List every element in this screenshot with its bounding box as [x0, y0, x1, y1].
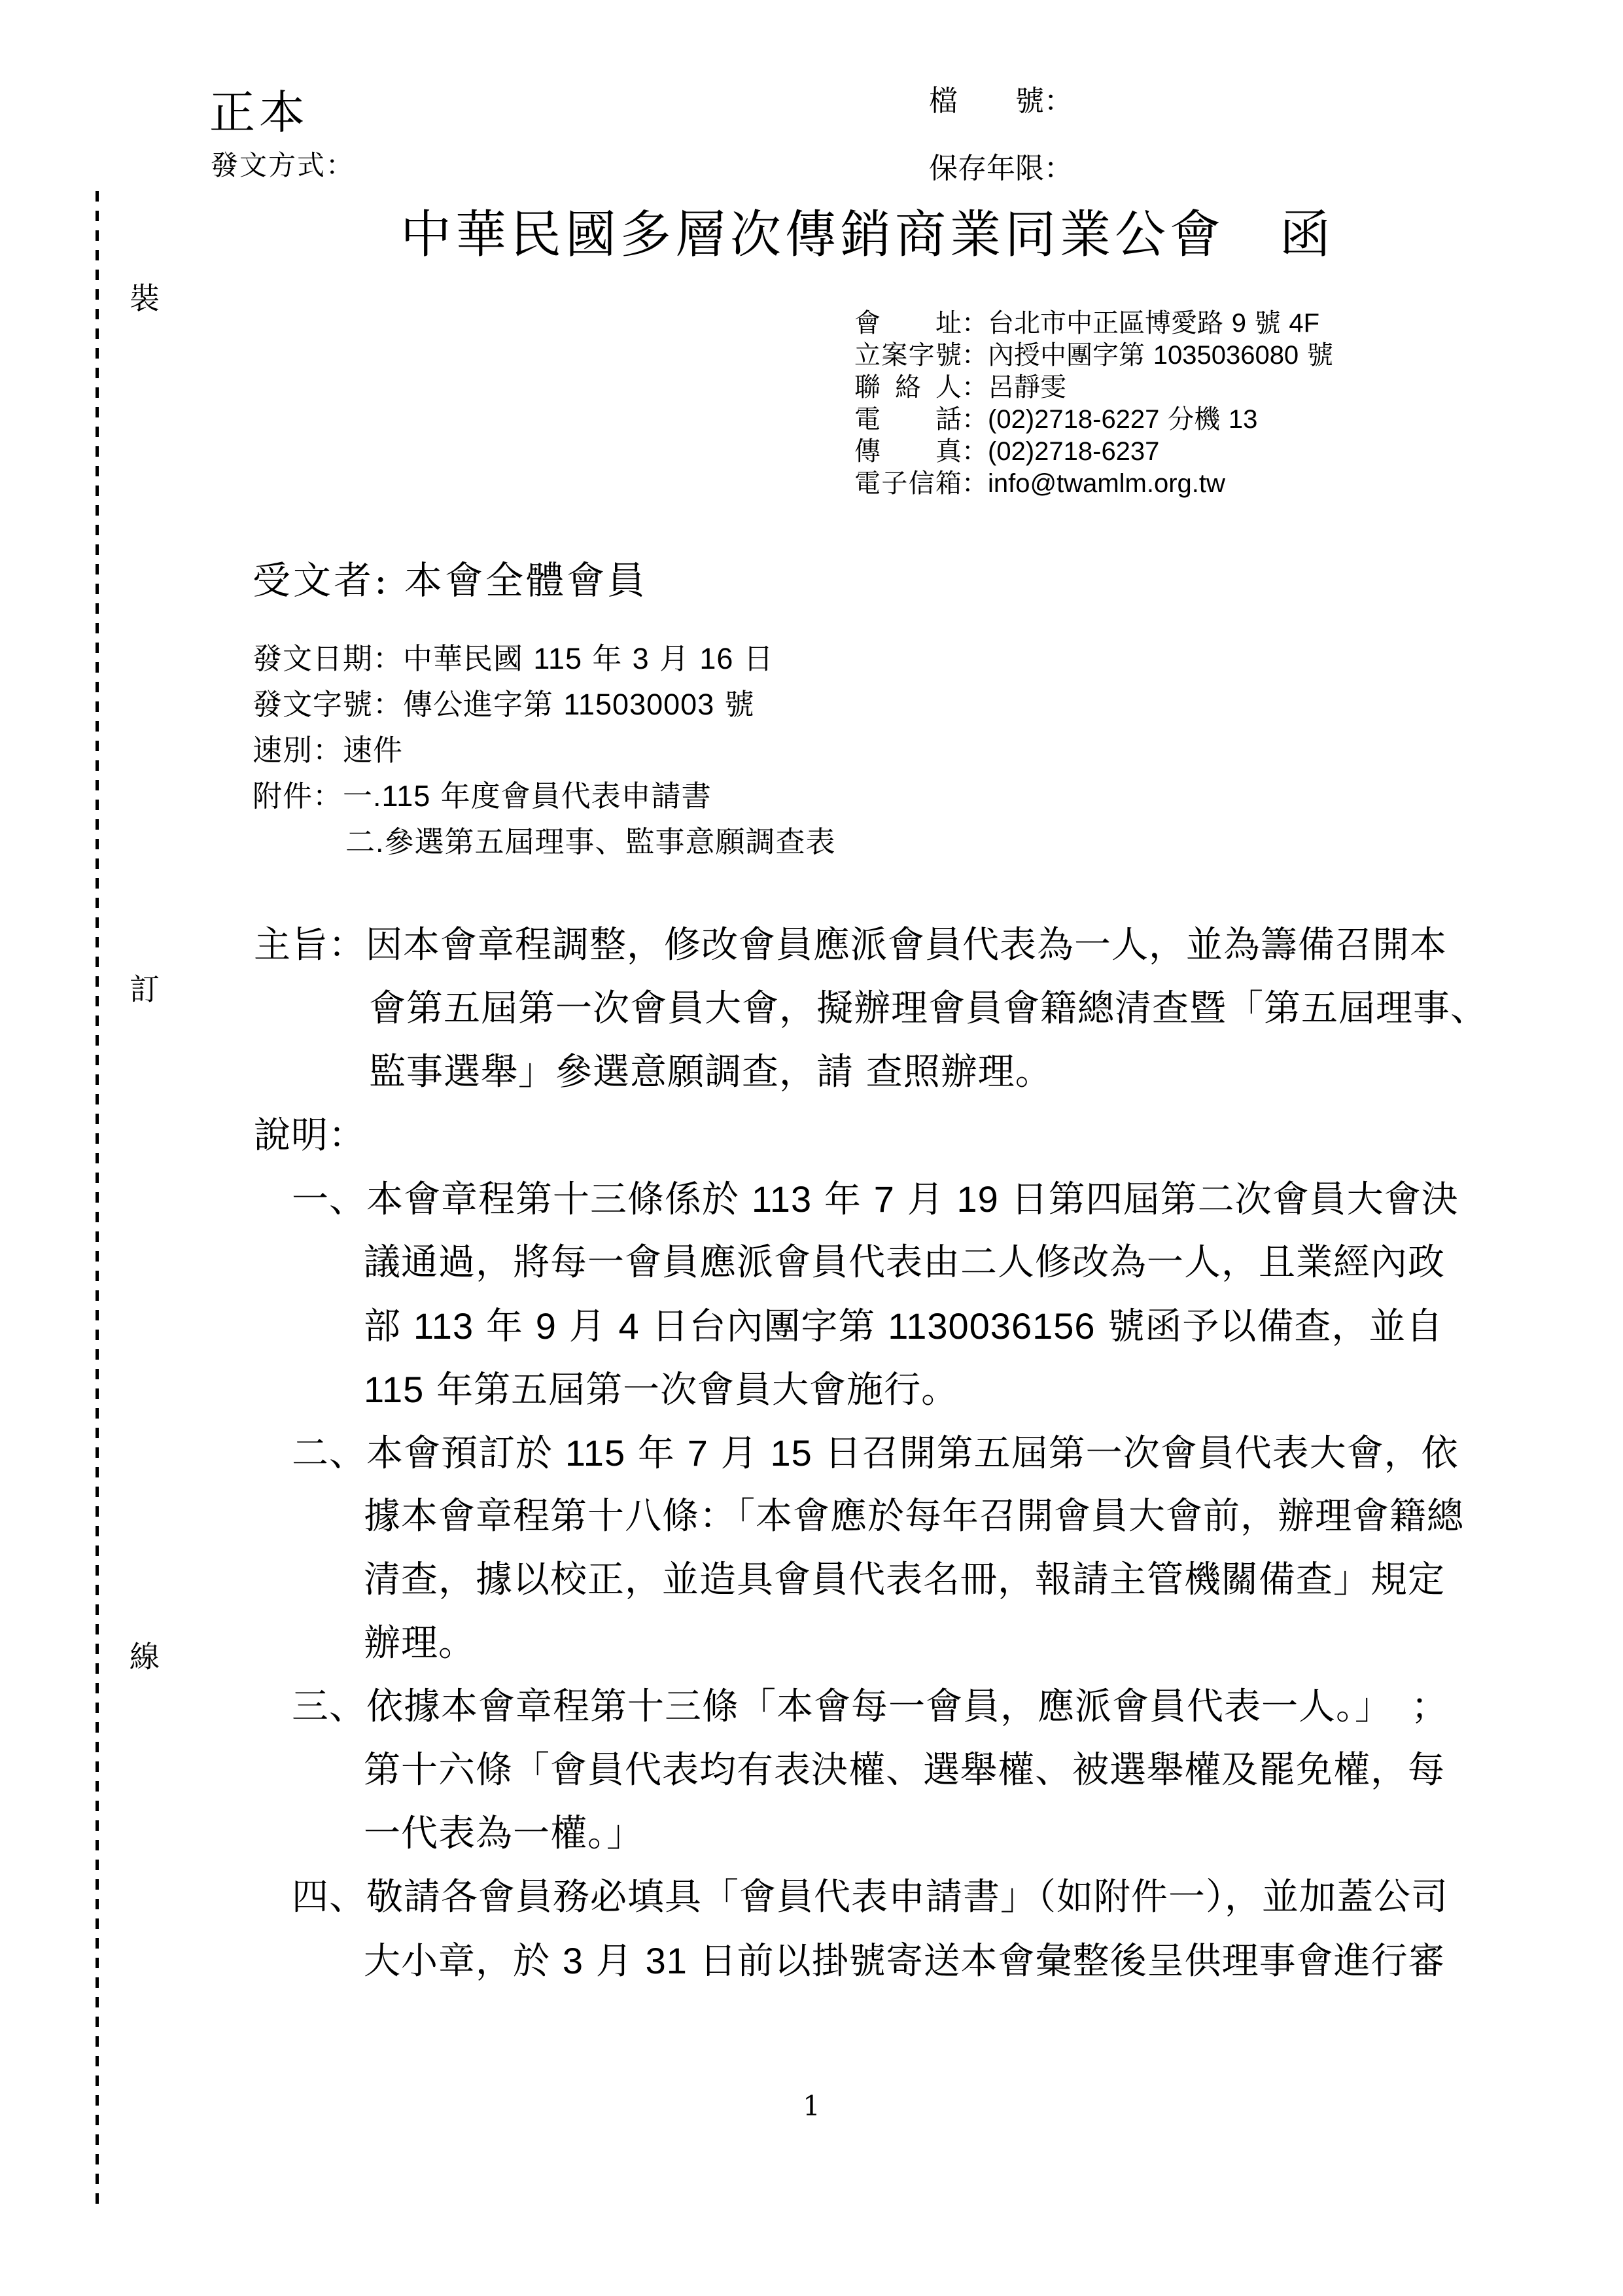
org-info-value: (02)2718-6227 分機 13 [988, 404, 1258, 434]
org-info-line [854, 308, 1333, 340]
org-info-line [854, 340, 1333, 372]
body-line: 三、依據本會章程第十三條「本會每一會員，應派會員代表一人。」 ； [292, 1686, 1448, 1728]
org-info-value: 台北市中正區博愛路 9 號 4F [988, 308, 1320, 338]
org-info-label: 立案字號 [854, 340, 962, 370]
binding-mark-ding: 訂 [130, 972, 160, 1007]
body-line: 清查，據以校正，並造具會員代表名冊，報請主管機關備查」規定 [364, 1559, 1445, 1601]
meta-line: 發文日期：中華民國 115 年 3 月 16 日 [253, 641, 774, 676]
recipient-value: 本會全體會員 [404, 558, 648, 603]
body-line: 大小章，於 3 月 31 日前以掛號寄送本會彙整後呈供理事會進行審 [364, 1940, 1446, 1983]
file-number-label: 檔 號： [929, 84, 1073, 118]
org-info-label: 聯 絡 人 [854, 372, 962, 402]
binding-dashed-line [96, 191, 99, 2204]
org-info-label: 電 話 [854, 404, 962, 434]
org-info-label: 會 址 [854, 308, 962, 338]
retention-label: 保存年限： [929, 152, 1073, 185]
copy-label: 正本 [209, 86, 309, 139]
org-info-colon: ： [962, 468, 988, 499]
body-line: 一、本會章程第十三條係於 113 年 7 月 19 日第四屆第二次會員大會決 [292, 1178, 1459, 1221]
recipient-line [253, 550, 648, 605]
recipient-label: 受文者: [253, 558, 390, 603]
org-info-value: (02)2718-6237 [988, 437, 1160, 466]
org-info-label: 電子信箱 [854, 468, 962, 499]
org-info-colon: ： [962, 372, 988, 402]
org-info-value: info@twamlm.org.tw [988, 469, 1225, 498]
document-title: 中華民國多層次傳銷商業同業公會 函 [400, 205, 1335, 264]
body-line: 會第五屆第一次會員大會，擬辦理會員會籍總清查暨「第五屆理事、 [369, 987, 1488, 1030]
send-method-label: 發文方式： [211, 149, 355, 181]
org-info-colon: ： [962, 404, 988, 434]
meta-line: 速別：速件 [253, 733, 404, 768]
org-info-value: 內授中團字第 1035036080 號 [988, 340, 1333, 370]
org-info-line [854, 404, 1333, 436]
meta-line: 附件：一.115 年度會員代表申請書 [253, 779, 712, 813]
body-line: 第十六條「會員代表均有表決權、選舉權、被選舉權及罷免權，每 [364, 1749, 1445, 1792]
org-info-line [854, 468, 1333, 500]
org-info-colon: ： [962, 436, 988, 467]
body-line: 監事選舉」參選意願調查，請 查照辦理。 [369, 1051, 1053, 1093]
body-line: 二、本會預訂於 115 年 7 月 15 日召開第五屆第一次會員代表大會，依 [292, 1432, 1459, 1475]
org-info-colon: ： [962, 340, 988, 370]
body-block [254, 913, 1488, 1992]
page-number: 1 [803, 2090, 820, 2122]
body-line: 115 年第五屆第一次會員大會施行。 [364, 1369, 959, 1411]
meta-line: 二.參選第五屆理事、監事意願調查表 [345, 824, 836, 859]
body-line: 議通過，將每一會員應派會員代表由二人修改為一人，且業經內政 [364, 1241, 1445, 1284]
org-info-label: 傳 真 [854, 436, 962, 467]
body-line: 辦理。 [364, 1622, 476, 1665]
body-line: 四、敬請各會員務必填具「會員代表申請書」（如附件一），並加蓋公司 [292, 1876, 1448, 1918]
binding-mark-zhuang: 裝 [130, 281, 160, 316]
body-line: 部 113 年 9 月 4 日台內團字第 1130036156 號函予以備查，並自 [364, 1305, 1444, 1348]
body-line: 一代表為一權。」 [364, 1812, 644, 1855]
org-info-block [854, 308, 1333, 500]
body-line: 說明： [254, 1114, 366, 1157]
body-line: 據本會章程第十八條：「本會應於每年召開會員大會前，辦理會籍總 [364, 1495, 1464, 1538]
meta-block [253, 636, 836, 865]
body-line: 主旨：因本會章程調整，修改會員應派會員代表為一人，並為籌備召開本 [254, 924, 1447, 966]
org-info-value: 呂靜雯 [988, 372, 1066, 402]
org-info-line [854, 372, 1333, 404]
meta-line: 發文字號：傳公進字第 115030003 號 [253, 687, 755, 722]
org-info-colon: ： [962, 308, 988, 338]
org-info-line [854, 436, 1333, 468]
binding-mark-xian: 線 [130, 1639, 160, 1674]
